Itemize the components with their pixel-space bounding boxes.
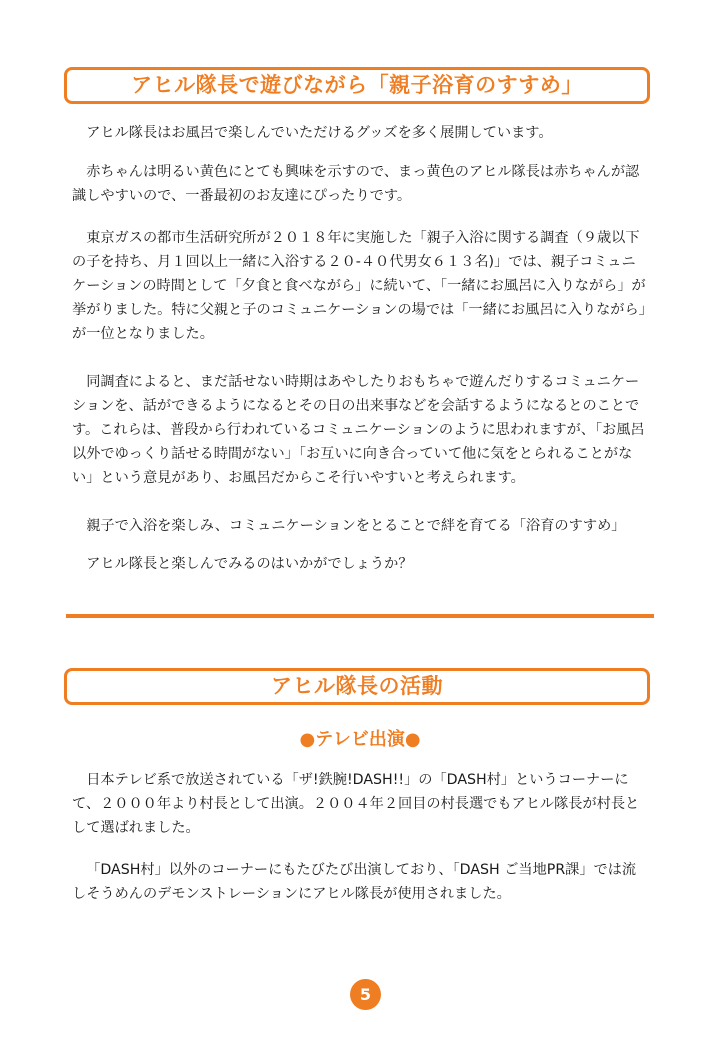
paragraph: アヒル隊長はお風呂で楽しんでいただけるグッズを多く展開しています。	[86, 125, 553, 141]
paragraph: アヒル隊長と楽しんでみるのはいかがでしょうか？	[86, 556, 413, 572]
subheading-tv-appearance: ●テレビ出演●	[299, 729, 421, 750]
paragraph: 「DASH村」以外のコーナーにもたびたび出演しており、「DASH ご当地PR課」では流しそうめんのデモンストレーションにアヒル隊長が使用されました。	[72, 862, 637, 902]
section-heading-text: アヒル隊長で遊びながら「親子浴育のすすめ」	[131, 73, 583, 97]
paragraph: 赤ちゃんは明るい黄色にとても興味を示すので、まっ黄色のアヒル隊長は赤ちゃんが認識しやすいので、一番最初のお友達にぴったりです。	[72, 164, 640, 204]
paragraph: 東京ガスの都市生活研究所が２０１８年に実施した「親子入浴に関する調査（９歳以下の子を持ち、月１回以上一緒に入浴する２０-４０代男女６１３名)」では、親子コミュニケーションの時間として「夕食と食べながら」に続いて、「一緒にお風呂に入りながら」が挙がりました。特に父親と子のコミュニケーションの場では「一緒にお風呂に入りながら」が一位となりました。	[72, 230, 646, 342]
page-number-badge: 5	[350, 979, 381, 1010]
section-heading-activities	[64, 668, 650, 705]
paragraph: 親子で入浴を楽しみ、コミュニケーションをとることで絆を育てる「浴育のすすめ」	[86, 518, 626, 534]
section-heading-text: アヒル隊長の活動	[271, 674, 443, 698]
section-heading-bathing-education	[64, 67, 650, 104]
section-divider	[66, 614, 654, 618]
paragraph: 日本テレビ系で放送されている「ザ!鉄腕!DASH!!」の「DASH村」というコーナーにて、２０００年より村長として出演。２００４年２回目の村長選でもアヒル隊長が村長として選ばれました。	[72, 772, 640, 836]
paragraph: 同調査によると、まだ話せない時期はあやしたりおもちゃで遊んだりするコミュニケーションを、話ができるようになるとその日の出来事などを会話するようになるとのことです。これらは、普段から行われているコミュニケーションのように思われますが、「お風呂以外でゆっくり話せる時間がない」「お互いに向き合っていて他に気をとられることがない」という意見があり、お風呂だからこそ行いやすいと考えられます。	[72, 374, 645, 486]
